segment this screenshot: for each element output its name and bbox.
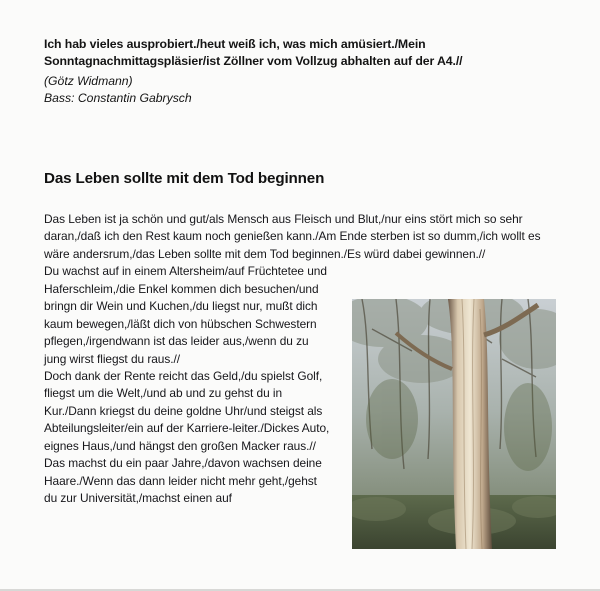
epigraph-line-1: Ich hab vieles ausprobiert./heut weiß ich, was mich amüsiert./Mein	[44, 37, 426, 51]
stanza-4: Das machst du ein paar Jahre,/davon wachsen deine Haare./Wenn das dann leider nicht mehr geht,/gehst du zur Universität,/machst einen auf	[44, 456, 322, 505]
epigraph-block	[44, 36, 556, 108]
lyrics-body	[44, 211, 541, 507]
epigraph-bass: Bass: Constantin Gabrysch	[44, 91, 192, 106]
epigraph-author: (Götz Widmann)	[44, 73, 133, 88]
tree-photo	[352, 299, 556, 549]
stanza-2: Du wachst auf in einem Altersheim/auf Früchtetee und Haferschleim,/die Enkel kommen dich besuchen/und bringn dir Wein und Kuchen,/du liegst nur, mußt dich kaum bewegen,/läßt dich von hübschen Schwestern pflegen,/irgendwann ist das leider aus,/wenn du zu jung wirst fliegst du raus.//	[44, 264, 327, 366]
stanza-3: Doch dank der Rente reicht das Geld,/du spielst Golf, fliegst um die Welt,/und ab und zu gehst du in Kur./Dann kriegst du deine goldne Uhr/und steigst als Abteilungsleiter/ein auf der Karriere-leiter./Dickes Auto, eignes Haus,/und hängst den großen Macker raus.//	[44, 368, 330, 453]
song-title: Das Leben sollte mit dem Tod beginnen	[44, 170, 325, 187]
stanza-1: Das Leben ist ja schön und gut/als Mensch aus Fleisch und Blut,/nur eins stört mich so sehr daran,/daß ich den Rest kaum noch genießen kann./Am Ende sterben ist so dumm,/ich wollt es wäre andersrum,/das Leben sollte mit dem Tod beginnen./Es würd dabei gewinnen.//	[44, 212, 541, 261]
epigraph-line-2: Sonntagnachmittagspläsier/ist Zöllner vom Vollzug abhalten auf der A4.//	[44, 54, 463, 69]
